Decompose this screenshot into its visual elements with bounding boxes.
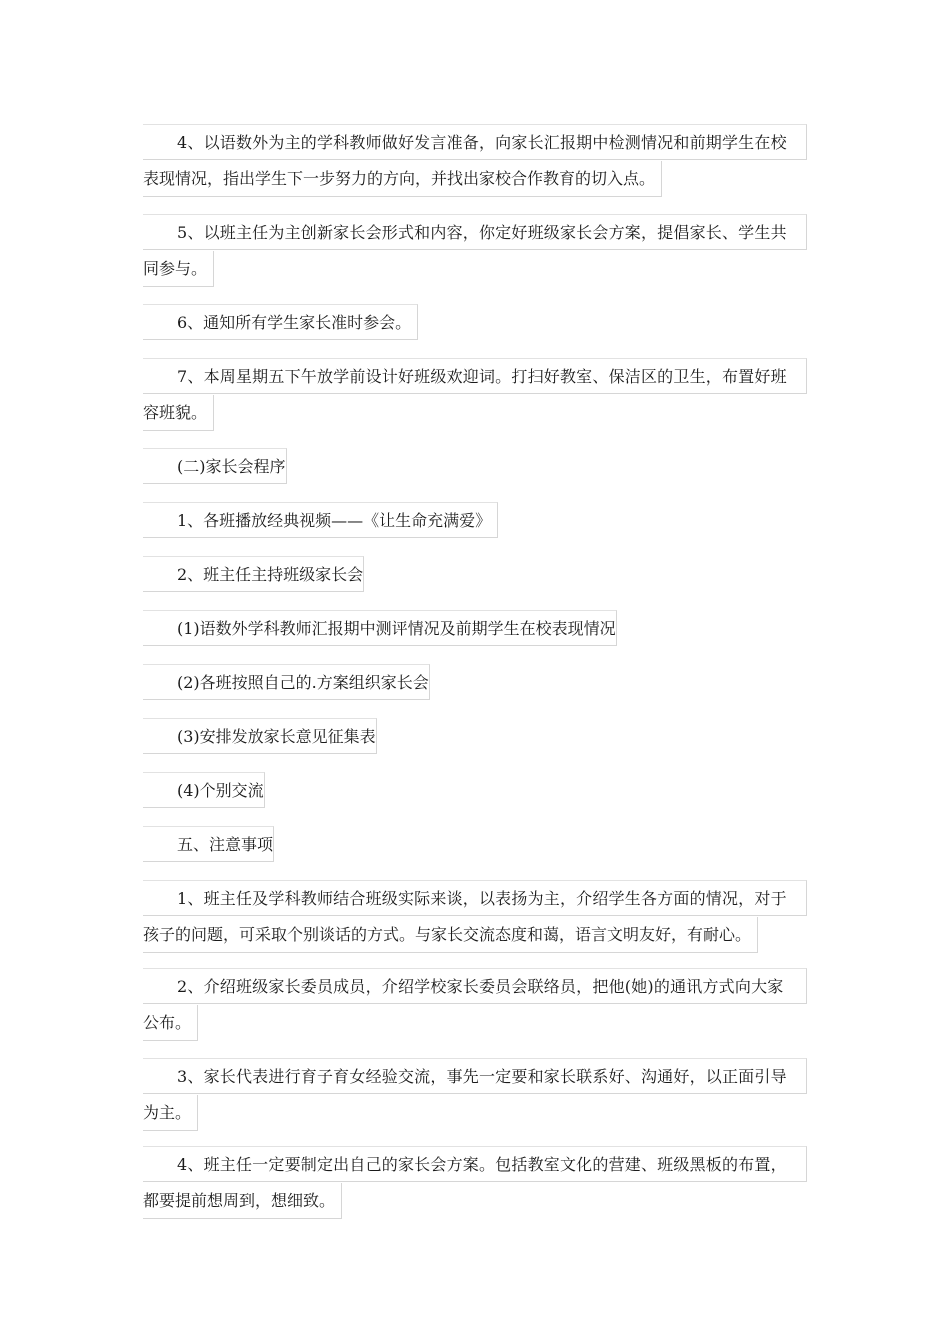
text-line: 4、以语数外为主的学科教师做好发言准备，向家长汇报期中检测情况和前期学生在校 — [143, 124, 807, 160]
text-line: (4)个别交流 — [143, 772, 265, 808]
text-line: 5、以班主任为主创新家长会形式和内容，你定好班级家长会方案，提倡家长、学生共 — [143, 214, 807, 250]
program-item-2 — [143, 556, 364, 593]
text-line: 2、介绍班级家长委员成员，介绍学校家长委员会联络员，把他(她)的通讯方式向大家 — [143, 968, 807, 1004]
text-line: 五、注意事项 — [143, 826, 274, 862]
text-line: 4、班主任一定要制定出自己的家长会方案。包括教室文化的营建、班级黑板的布置， — [143, 1146, 807, 1182]
text-line: 1、班主任及学科教师结合班级实际来谈，以表扬为主，介绍学生各方面的情况，对于 — [143, 880, 807, 916]
text-line: 表现情况，指出学生下一步努力的方向，并找出家校合作教育的切入点。 — [143, 161, 662, 197]
note-item-2 — [143, 968, 807, 1041]
section-heading-program — [143, 448, 287, 485]
text-line: 容班貌。 — [143, 395, 214, 431]
program-subitem-1 — [143, 610, 617, 647]
program-subitem-4 — [143, 772, 265, 809]
paragraph-prep-4 — [143, 124, 807, 197]
text-line: 都要提前想周到，想细致。 — [143, 1183, 342, 1219]
paragraph-prep-6 — [143, 304, 418, 341]
program-subitem-2 — [143, 664, 430, 701]
section-heading-notes — [143, 826, 274, 863]
text-line: 公布。 — [143, 1005, 198, 1041]
paragraph-prep-7 — [143, 358, 807, 431]
text-line: 同参与。 — [143, 251, 214, 287]
text-line: 为主。 — [143, 1095, 198, 1131]
text-line: (3)安排发放家长意见征集表 — [143, 718, 377, 754]
program-subitem-3 — [143, 718, 377, 755]
text-line: 2、班主任主持班级家长会 — [143, 556, 364, 592]
text-line: 1、各班播放经典视频——《让生命充满爱》 — [143, 502, 498, 538]
note-item-4 — [143, 1146, 807, 1219]
text-line: (二)家长会程序 — [143, 448, 287, 484]
program-item-1 — [143, 502, 498, 539]
text-line: 3、家长代表进行育子育女经验交流，事先一定要和家长联系好、沟通好，以正面引导 — [143, 1058, 807, 1094]
text-line: 孩子的问题，可采取个别谈话的方式。与家长交流态度和蔼，语言文明友好，有耐心。 — [143, 917, 758, 953]
text-line: 7、本周星期五下午放学前设计好班级欢迎词。打扫好教室、保洁区的卫生，布置好班 — [143, 358, 807, 394]
paragraph-prep-5 — [143, 214, 807, 287]
text-line: (1)语数外学科教师汇报期中测评情况及前期学生在校表现情况 — [143, 610, 617, 646]
text-line: (2)各班按照自己的.方案组织家长会 — [143, 664, 430, 700]
text-line: 6、通知所有学生家长准时参会。 — [143, 304, 418, 340]
note-item-3 — [143, 1058, 807, 1131]
note-item-1 — [143, 880, 807, 953]
